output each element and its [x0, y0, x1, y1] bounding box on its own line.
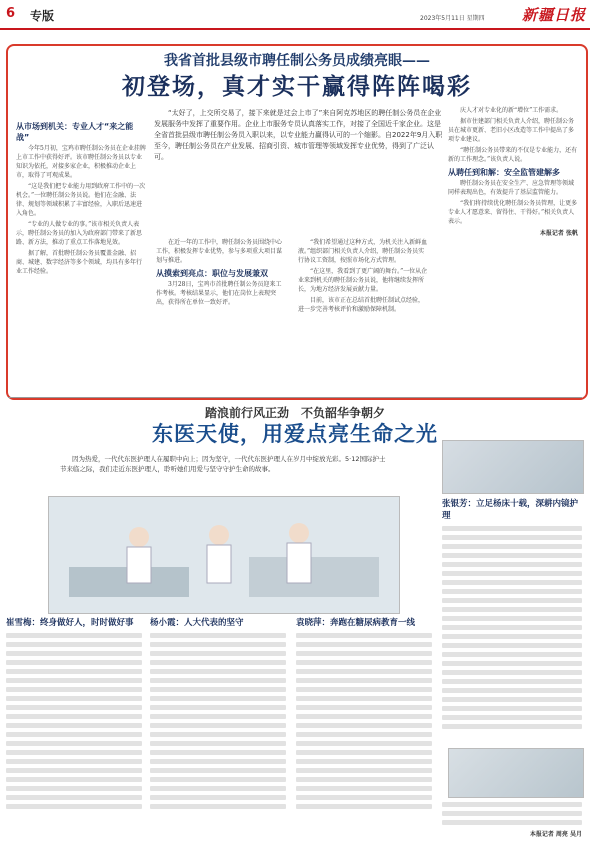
article1-paragraph: 聘任制公务员在安全生产、应急管理等领域同样表现出色，有效提升了基层监管能力。 — [448, 180, 575, 196]
page-header — [0, 0, 590, 30]
featured-article-box — [6, 44, 588, 400]
article1-title: 初登场，真才实干赢得阵阵喝彩 — [122, 74, 472, 100]
story-column-5 — [442, 798, 582, 842]
nurses-photo — [48, 496, 400, 614]
story-heading: 张银芳：立足杨床十载，深耕内镜护理 — [442, 499, 579, 521]
article1-paragraph: “这是我们把专业能力用到政府工作中的一次机会。”一位聘任制公务员说。他们在金融、法律、规划等领域积累了丰富经验，入职后迅速进入角色。 — [16, 183, 146, 217]
story-column-1 — [6, 615, 142, 839]
article1-paragraph: “在这里，我看到了更广阔的舞台。”一位从企业来到机关的聘任制公务员说，他将继续发挥所长，为地方经济发展贡献力量。 — [298, 268, 428, 293]
story-heading: 崔雪梅：终身做好人，时时做好事 — [6, 618, 134, 628]
article1-column-1 — [16, 118, 146, 394]
article1-paragraph: “我们希望通过这种方式，为机关注入新鲜血液。”组织部门相关负责人介绍，聘任制公务员实行协议工资制，按照市场化方式管理。 — [298, 239, 428, 264]
article1-paragraph: 据市住建部门相关负责人介绍，聘任制公务员在城市更新、老旧小区改造等工作中提出了多项专业建议。 — [448, 118, 575, 143]
article1-paragraph: 在近一年的工作中，聘任制公务员围绕中心工作，积极发挥专业优势，参与多项重大项目谋划与推进。 — [156, 239, 283, 264]
article1-subhead: 从市场到机关：专业人才“来之能战” — [16, 122, 134, 142]
page-number: 6 — [6, 6, 16, 21]
article1-paragraph: 据了解，首批聘任制公务员覆盖金融、招商、城建、数字经济等多个领域，均具有多年行业工作经验。 — [16, 250, 143, 275]
page-label: 专版 — [30, 9, 55, 23]
article1-column-2 — [156, 238, 286, 394]
article2-byline: 本报记者 周亮 吴月 — [529, 831, 582, 838]
article1-paragraph: 庆人才对专业化的新“增位”工作需求。 — [460, 107, 563, 114]
article2-title: 东医天使，用爱点亮生命之光 — [152, 422, 438, 446]
section-divider — [8, 397, 582, 398]
article1-paragraph: 3月28日，宝鸡市首批聘任制公务员迎来工作考核。考核结果显示，他们在岗位上表现突出，获得所在单位一致好评。 — [156, 281, 282, 306]
issue-date: 2023年5月11日 星期四 — [420, 15, 485, 22]
article1-subhead: 从摸索到亮点：职位与发展兼双 — [156, 269, 268, 278]
story-column-2 — [150, 615, 286, 839]
article1-byline: 本报记者 张帆 — [539, 230, 578, 237]
story-photo-2 — [448, 748, 584, 798]
article1-paragraph: “我们将持续优化聘任制公务员管理，让更多专业人才愿意来、留得住、干得好。”相关负责人表示。 — [448, 200, 578, 225]
article1-column-4 — [448, 106, 578, 394]
article1-paragraph: “专业的人做专业的事。”该市相关负责人表示，聘任制公务员的加入为政府部门带来了新思路、新方法，推动了重点工作落地见效。 — [16, 221, 143, 246]
story-column-3 — [296, 615, 432, 839]
story-heading: 杨小霞：人大代表的坚守 — [150, 618, 244, 628]
newspaper-masthead: 新疆日报 — [522, 6, 587, 24]
nurses-illustration — [49, 497, 399, 613]
story-photo-1 — [442, 440, 584, 494]
story-heading: 袁晓萍：奔跑在糖尿病教育一线 — [296, 618, 416, 628]
article1-paragraph: 今年5月初，宝鸡市聘任制公务员在企业挂牌上市工作中获得好评。该市聘任制公务员以专业知识为依托，对接多家企业，积极推动企业上市，取得了可观成果。 — [16, 145, 146, 179]
article1-subhead: 从聘任到和解：安全监管建解多 — [448, 168, 560, 177]
article2-lead: 因为热爱，一代代东医护理人在履职中向上；因为坚守，一代代东医护理人在岁月中绽放光彩。5·12国际护士节来临之际，我们走近东医护理人，聆听她们用爱与坚守守护生命的故事。 — [60, 455, 386, 473]
article1-paragraph: 目前，该市正在总结首批聘任制试点经验，进一步完善考核评价和激励保障机制。 — [298, 297, 425, 313]
article2-kicker: 踏浪前行风正劲 不负韶华争朝夕 — [204, 406, 385, 420]
story-column-4 — [442, 496, 582, 746]
article1-column-3 — [298, 238, 428, 394]
article1-paragraph: “聘任制公务员带来的不仅是专业能力，还有新的工作理念。”该负责人说。 — [448, 147, 578, 163]
article1-kicker: 我省首批县级市聘任制公务员成绩亮眼—— — [164, 53, 430, 69]
article1-lead: “太好了，上交所交易了，接下来就是过会上市了”来自阿克苏地区的聘任制公务员在企业发展服务中发挥了重要作用。企业上市服务专员认真落实工作，对接了全国近千家企业。这是全省首批县级市聘任制公务员入职以来，以专业能力赢得认可的一个缩影。自2022年9月入职至今，聘任制公务员在产业发展、招商引资、城市管理等领域发挥专业优势，得到了广泛认可。 — [154, 109, 443, 161]
